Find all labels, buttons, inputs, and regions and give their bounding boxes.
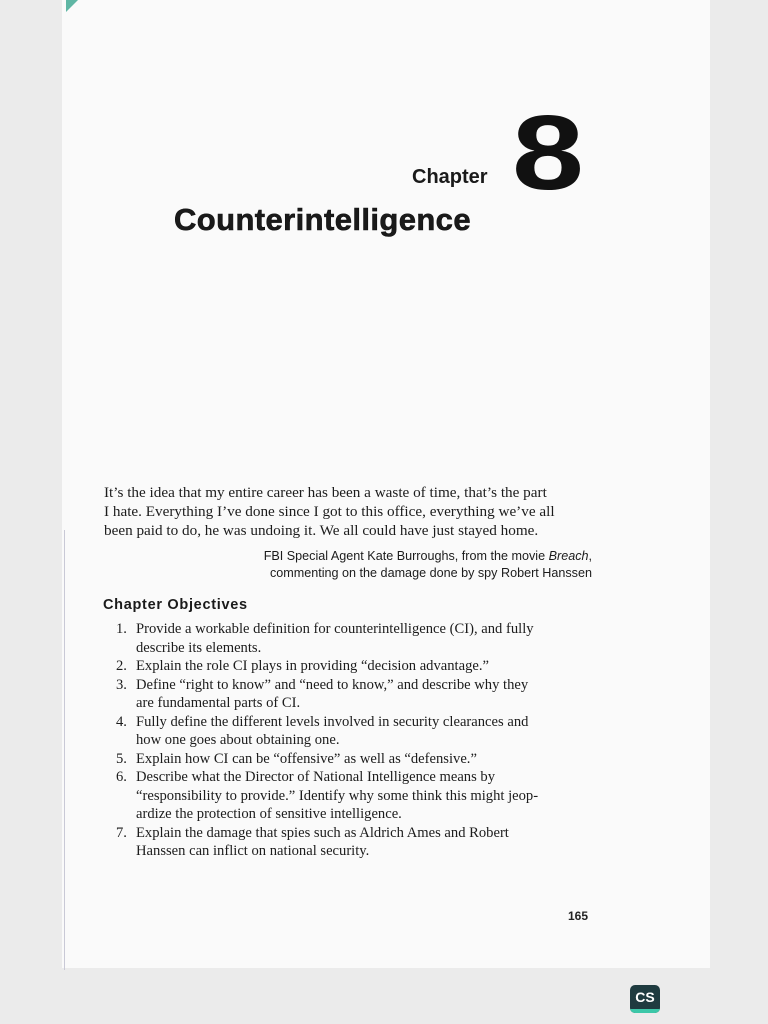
objective-line: “responsibility to provide.” Identify why some think this might jeop- <box>136 787 539 804</box>
objectives-heading: Chapter Objectives <box>103 597 248 613</box>
objective-item <box>116 676 576 713</box>
objective-item <box>116 824 576 861</box>
epigraph-line: It’s the idea that my entire career has been a waste of time, that’s the part <box>104 484 547 501</box>
objective-number: 7. <box>116 824 127 841</box>
objective-line: Explain how CI can be “offensive” as well as “defensive.” <box>136 750 477 767</box>
epigraph-attribution <box>232 548 592 582</box>
objective-item <box>116 768 576 824</box>
objective-line: Describe what the Director of National Intelligence means by <box>136 769 496 785</box>
chapter-number: 8 <box>512 94 584 212</box>
objective-item <box>116 713 576 750</box>
objective-line: describe its elements. <box>136 639 262 656</box>
attribution-line <box>232 548 592 565</box>
chapter-label: Chapter <box>412 166 488 188</box>
objective-item <box>116 620 576 657</box>
attribution-line: commenting on the damage done by spy Robert Hanssen <box>269 566 592 580</box>
epigraph-line: been paid to do, he was undoing it. We all could have just stayed home. <box>104 522 539 539</box>
objective-number: 3. <box>116 676 127 693</box>
objective-line: Fully define the different levels involved in security clearances and <box>136 713 529 730</box>
objectives-list <box>116 620 576 861</box>
objective-line: how one goes about obtaining one. <box>136 732 340 748</box>
objective-number: 4. <box>116 713 127 730</box>
page-number: 165 <box>568 909 589 923</box>
scanner-badge-accent <box>630 1009 660 1013</box>
attribution-comma: , <box>588 549 592 563</box>
corner-mark <box>66 0 78 12</box>
scanner-badge-label: CS <box>635 989 655 1005</box>
objective-item <box>116 657 576 676</box>
objective-line: ardize the protection of sensitive intelligence. <box>136 806 402 822</box>
epigraph-line: I hate. Everything I’ve done since I got to this office, everything we’ve all <box>104 503 555 520</box>
objective-line: Explain the damage that spies such as Aldrich Ames and Robert <box>136 824 509 841</box>
page-edge-line <box>64 530 65 970</box>
attribution-movie-title: Breach <box>548 549 589 563</box>
objective-line: Explain the role CI plays in providing “decision advantage.” <box>136 658 489 674</box>
objective-number: 6. <box>116 769 127 785</box>
objective-number: 1. <box>116 621 127 637</box>
chapter-title: Counterintelligence <box>174 202 471 237</box>
objective-item <box>116 750 576 769</box>
scanner-badge <box>630 985 660 1013</box>
objective-line: Hanssen can inflict on national security. <box>136 843 370 859</box>
objective-number: 2. <box>116 658 127 674</box>
epigraph <box>104 483 580 540</box>
objective-number: 5. <box>116 750 127 767</box>
objective-line: Define “right to know” and “need to know,” and describe why they <box>136 676 529 693</box>
objective-line: are fundamental parts of CI. <box>136 695 301 711</box>
objective-line: Provide a workable definition for counterintelligence (CI), and fully <box>136 621 534 637</box>
attribution-text: FBI Special Agent Kate Burroughs, from the movie <box>263 549 549 563</box>
